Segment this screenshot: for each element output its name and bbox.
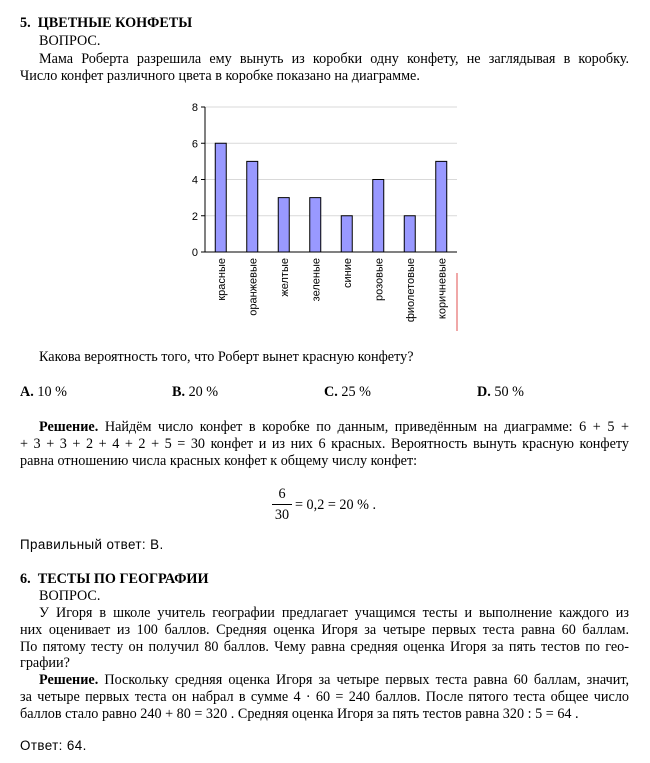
task6-number: 6. <box>20 571 31 587</box>
task6-text-line4: графии? <box>20 655 70 671</box>
option-a <box>20 384 67 400</box>
task6-solution-line3: баллов стало равно 240 + 80 = 320 . Средняя оценка Игоря за пять тестов равна 320 : 5 = 64 . <box>20 706 579 722</box>
chart-y-tick-label: 6 <box>191 138 198 151</box>
task6-heading <box>20 571 208 587</box>
task6-solution-label: Решение. <box>39 672 99 688</box>
chart-x-tick-label: коричневые <box>436 258 449 320</box>
task6-solution-line2: за четыре первых теста он набрал в сумме 4 · 60 = 240 баллов. После пятого теста общее число <box>20 689 629 705</box>
option-b-letter: B. <box>172 384 186 400</box>
chart-x-tick-label: фиолетовые <box>404 258 417 323</box>
task6-text-line1: У Игоря в школе учитель географии предлагает учащимся тесты и выполнение каждого из <box>39 605 629 621</box>
option-a-text: 10 % <box>37 384 67 400</box>
task5-question: Какова вероятность того, что Роберт вынет красную конфету? <box>39 349 414 365</box>
formula-result: = 0,2 = 20 % . <box>295 497 377 513</box>
chart-y-tick-label: 8 <box>191 102 198 114</box>
chart-bar <box>247 161 258 252</box>
option-b <box>172 384 218 400</box>
task5-question-label: ВОПРОС. <box>39 33 101 49</box>
chart-bar <box>404 216 415 252</box>
option-d-letter: D. <box>477 384 491 400</box>
chart-y-tick-label: 0 <box>191 247 198 259</box>
task6-solution-text1: Поскольку средняя оценка Игоря за четыре первых теста равна 60 баллам, значит, <box>104 672 629 688</box>
task5-intro-line2: Число конфет различного цвета в коробке показано на диаграмме. <box>20 68 420 84</box>
chart-x-tick-label: синие <box>341 258 354 288</box>
formula-numerator: 6 <box>278 486 286 502</box>
chart-x-tick-label: зеленые <box>310 258 323 302</box>
option-c-letter: C. <box>324 384 338 400</box>
task5-intro-line1: Мама Роберта разрешила ему вынуть из коробки одну конфету, не заглядывая в коробку. <box>39 51 629 67</box>
chart-bar <box>310 198 321 252</box>
option-d <box>477 384 524 400</box>
formula-fraction-bar <box>272 504 292 505</box>
chart-gridlines <box>205 107 457 216</box>
option-c <box>324 384 371 400</box>
option-d-text: 50 % <box>494 384 524 400</box>
chart-x-tick-labels <box>216 258 449 322</box>
task5-title: ЦВЕТНЫЕ КОНФЕТЫ <box>37 15 193 31</box>
chart-bar <box>341 216 352 252</box>
chart-x-tick-label: розовые <box>373 258 386 302</box>
task6-solution-line1 <box>39 672 629 688</box>
chart-axes <box>201 107 457 252</box>
task6-question-label: ВОПРОС. <box>39 588 101 604</box>
task5-solution-line2: + 3 + 3 + 2 + 4 + 2 + 5 = 30 конфет и из них 6 красных. Вероятность вынуть красную конфету <box>20 436 629 452</box>
task6-text-line3: По пятому тесту он получил 80 баллов. Чему равна средняя оценка Игоря за пять тестов по гео- <box>20 639 629 655</box>
task5-heading <box>20 15 192 31</box>
task6-text-line2: них оценивает из 100 баллов. Средняя оценка Игоря за четыре первых теста равна 60 баллам. <box>20 622 629 638</box>
chart-x-tick-label: красные <box>215 258 228 301</box>
chart-x-tick-label: желтые <box>278 258 291 297</box>
chart-bar <box>278 198 289 252</box>
chart-x-tick-label: оранжевые <box>247 258 260 316</box>
task5-solution-text1: Найдём число конфет в коробке по данным, приведённым на диаграмме: 6 + 5 + <box>104 419 630 435</box>
task5-correct-answer: Правильный ответ: B. <box>20 537 164 552</box>
chart-bar <box>436 161 447 252</box>
chart-y-tick-label: 4 <box>191 174 198 187</box>
chart-y-tick-labels <box>192 102 198 259</box>
task6-answer: Ответ: 64. <box>20 738 87 753</box>
option-a-letter: A. <box>20 384 34 400</box>
task5-solution-label: Решение. <box>39 419 99 435</box>
formula-denominator: 30 <box>274 507 290 523</box>
chart-bar <box>215 143 226 252</box>
chart-bar <box>373 180 384 253</box>
task5-number: 5. <box>20 15 31 31</box>
option-c-text: 25 % <box>341 384 371 400</box>
task6-title: ТЕСТЫ ПО ГЕОГРАФИИ <box>37 571 209 587</box>
task5-solution-line3: равна отношению числа красных конфет к общему числу конфет: <box>20 453 418 469</box>
chart-y-tick-label: 2 <box>191 210 198 223</box>
option-b-text: 20 % <box>188 384 219 400</box>
task5-solution-line1 <box>39 419 629 435</box>
chart-bars <box>215 143 447 252</box>
